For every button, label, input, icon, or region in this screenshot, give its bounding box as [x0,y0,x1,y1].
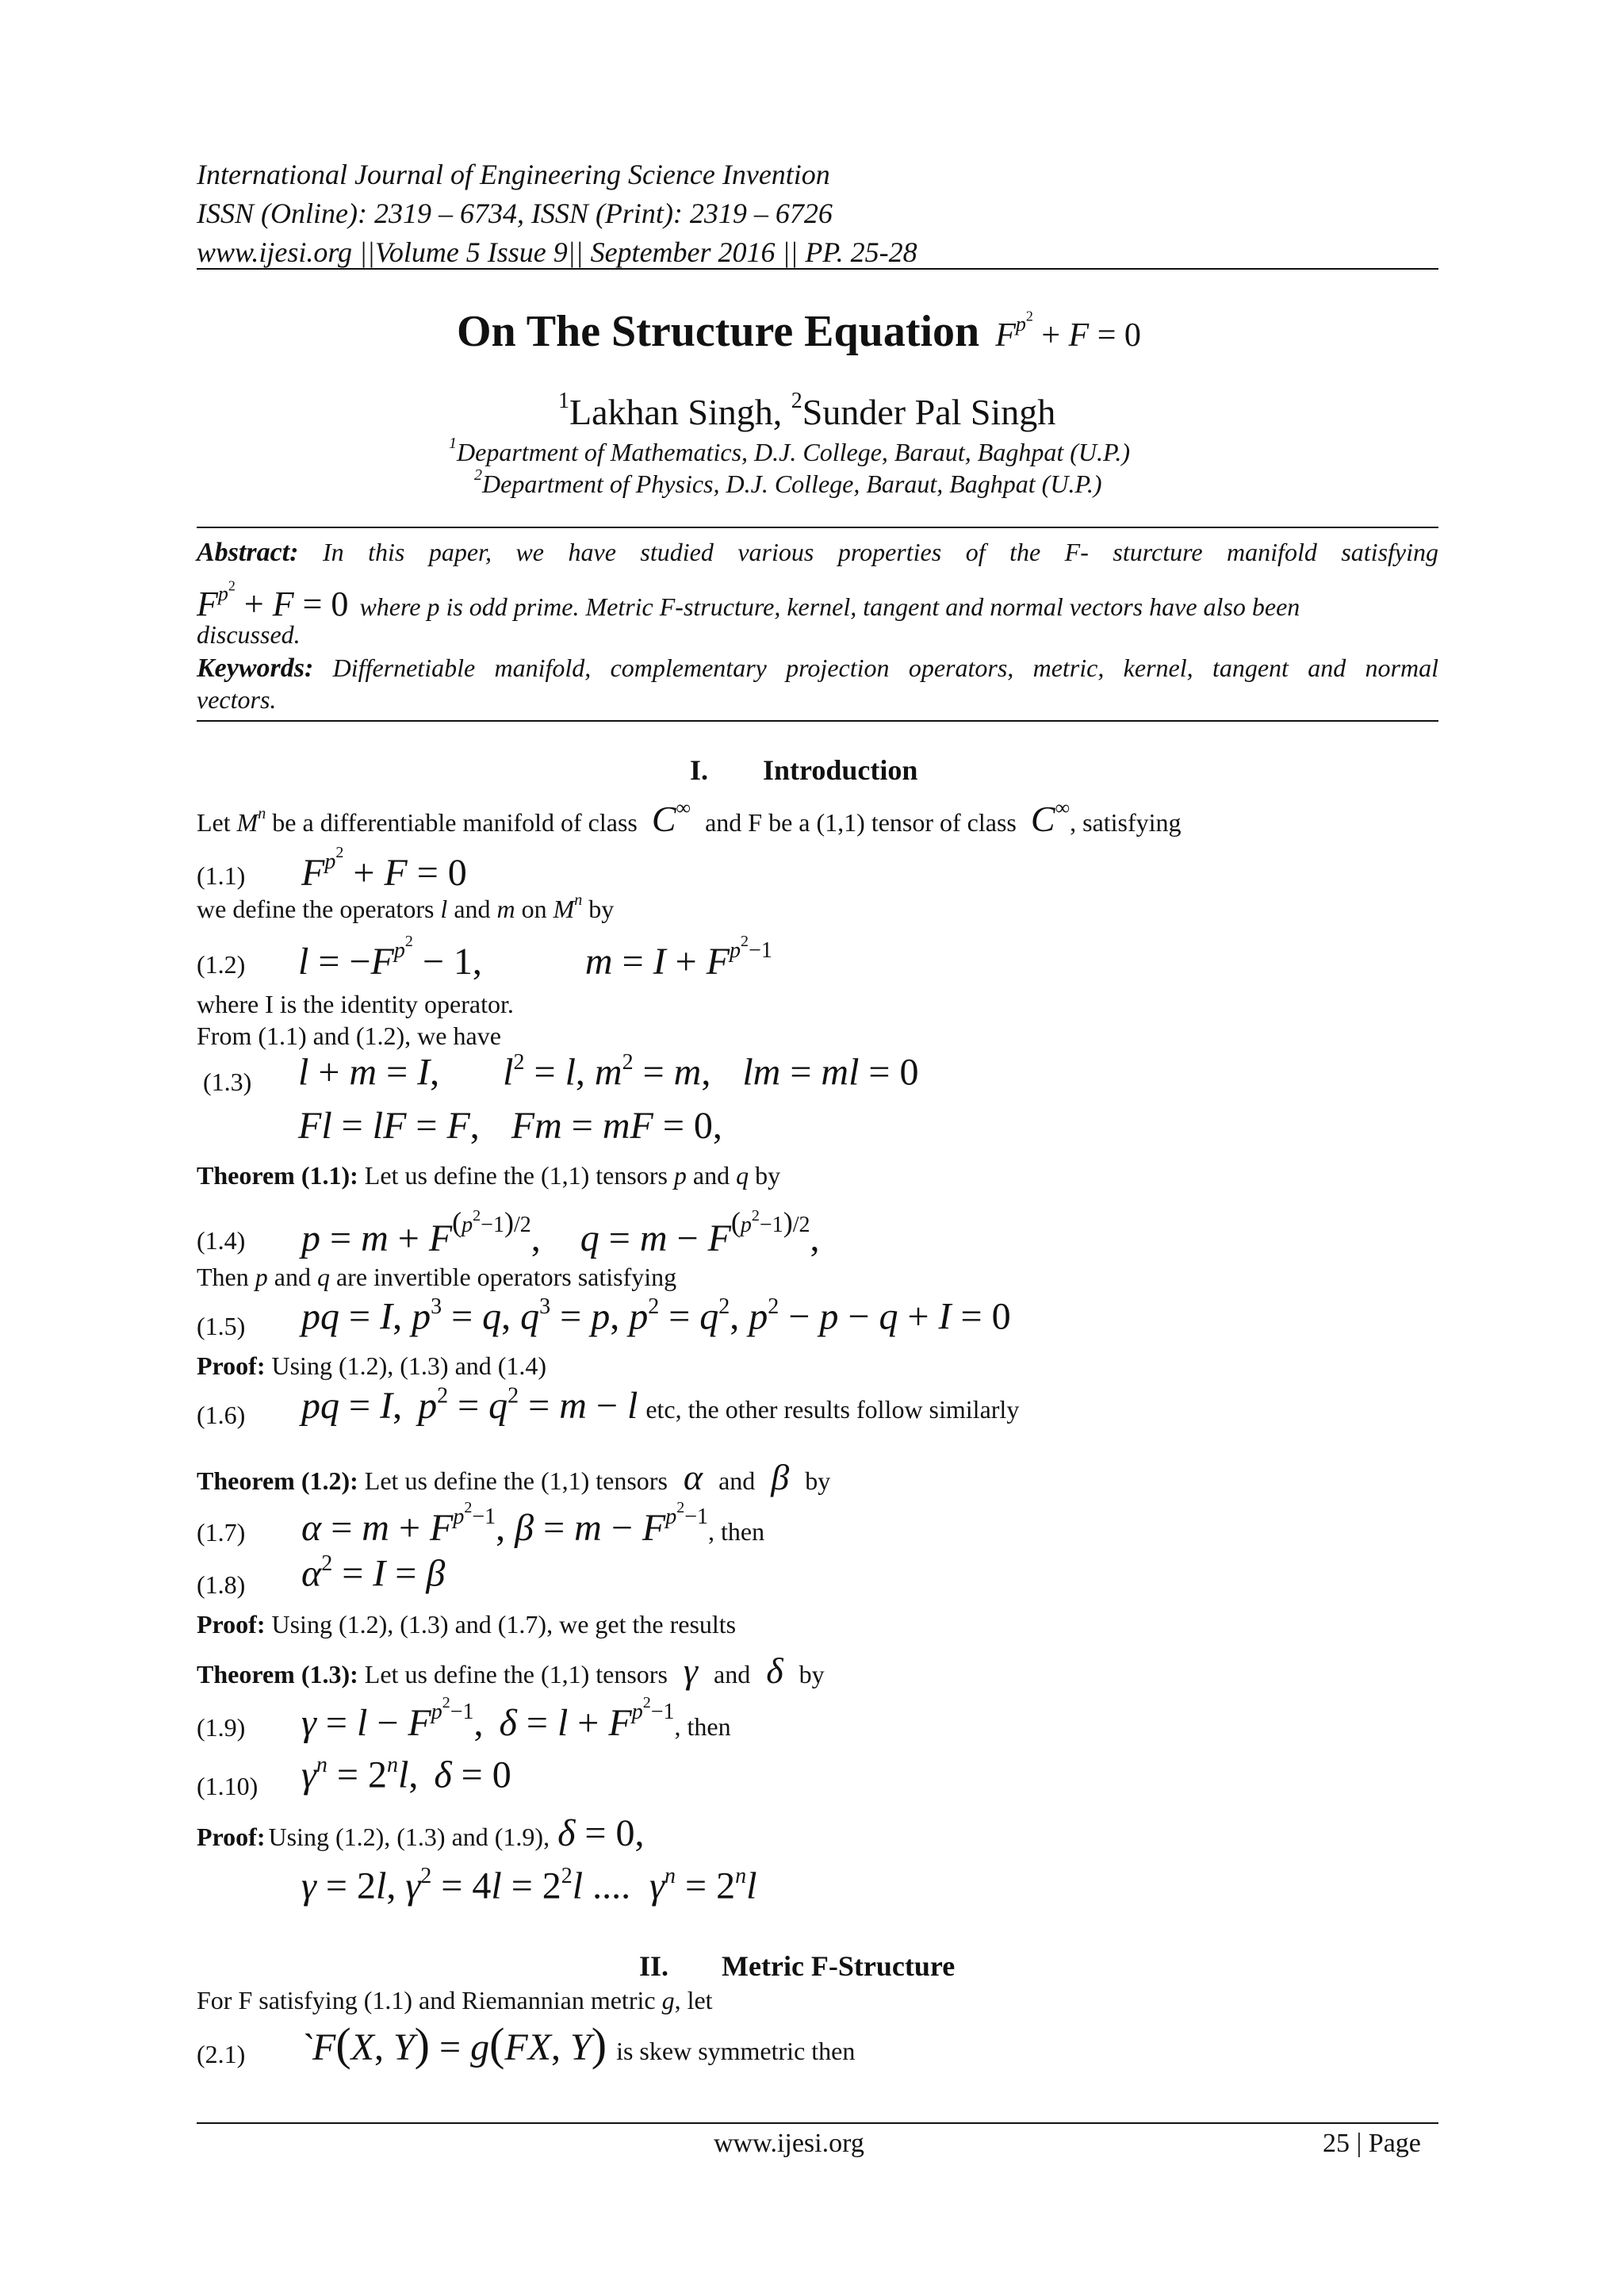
section-2-title: Metric F-Structure [722,1950,956,1982]
keywords-label: Keywords: [197,654,314,683]
aff1-text: Department of Mathematics, D.J. College, Baraut, Baghpat (U.P.) [457,438,1131,466]
theorem-1-1-label: Theorem (1.1): [197,1161,358,1190]
intro-text-d: , satisfying [1070,807,1182,837]
author1-name: Lakhan Singh, [569,392,783,432]
equation-1-8: $\alpha^2 = I = \beta$ [301,1551,446,1595]
operators-line: we define the operators l and m on $M^n$ by [197,891,615,923]
title-text: On The Structure Equation [457,307,980,356]
abstract-line-1 [197,536,1438,569]
proof-2-text: Using (1.2), (1.3) and (1.7), we get the results [271,1610,737,1639]
aff1-mark: 1 [449,435,457,452]
eq-label-1-2: (1.2) [197,950,246,979]
proof-1-text: Using (1.2), (1.3) and (1.4) [271,1351,547,1380]
affiliation-1 [449,435,1130,467]
theorem-1-3-label: Theorem (1.3): [197,1660,358,1688]
ops-text-c: on [521,895,547,923]
section-2-intro: For F satisfying (1.1) and Riemannian metric g, let [197,1986,713,2014]
equation-1-2: $l = -F^{p^2} - 1$, $m = I + F^{p^2-1}$ [298,933,772,983]
section-2-heading [639,1949,955,1983]
equation-1-4: $p = m + F^{(p^2-1)/2}$, $q = m - F^{(p^2-1)/2}$, [301,1206,820,1259]
footer-page-number: 25 | Page [1323,2129,1421,2158]
then-pq-b: and [274,1263,311,1291]
eq-label-1-6: (1.6) [197,1401,246,1429]
proof-2 [197,1610,736,1639]
keywords-line-2: vectors. [197,685,277,714]
thm11-text-a: Let us define the (1,1) tensors [364,1161,668,1190]
proof-2-label: Proof: [197,1610,266,1639]
eq-label-1-1: (1.1) [197,861,246,890]
thm11-text-c: by [755,1161,781,1190]
ops-text-d: by [588,895,615,923]
equation-1-3a: l + m = I, $l^2 = l$, $m^2 = m$, lm = ml = 0 [298,1050,919,1094]
equation-1-9: $\gamma = l - F^{p^2-1}$, $\delta = l + F^{p^2-1}$, then [301,1694,731,1744]
equation-1-7-then: , then [708,1517,765,1546]
author2-affil-mark: 2 [791,389,802,413]
abstract-top-rule [197,527,1438,528]
theorem-1-2-label: Theorem (1.2): [197,1466,358,1495]
section-2-number: II. [639,1950,669,1982]
aff2-text: Department of Physics, D.J. College, Baraut, Baghpat (U.P.) [482,470,1102,498]
thm12-text-b: and [718,1466,756,1495]
equation-1-1: $F^{p^2} + F = 0$ [301,844,467,894]
eq-label-1-4: (1.4) [197,1226,246,1255]
sec2-intro-b: , let [674,1986,713,2014]
theorem-1-1: Theorem (1.1): Let us define the (1,1) tensors p and q by [197,1161,781,1190]
section-1-title: Introduction [763,754,918,786]
eq-label-1-9: (1.9) [197,1713,246,1742]
thm13-text-a: Let us define the (1,1) tensors [364,1660,668,1688]
title-equation: $F^{p^2} + F = 0$ [995,307,1141,354]
eq-label-1-7: (1.7) [197,1518,246,1547]
equation-1-3b: Fl = lF = F, Fm = mF = 0, [298,1105,722,1147]
authors [558,389,1055,433]
equation-2-1: `F(X, Y) = g(FX, Y) is skew symmetric then [300,2018,856,2070]
keywords-line-1 [197,652,1438,684]
proof-3-label: Proof: [197,1823,266,1851]
thm13-text-c: by [799,1660,825,1688]
footer-site: www.ijesi.org [714,2129,864,2158]
abstract-line-2 [197,577,1438,624]
author2-name: Sunder Pal Singh [802,392,1056,432]
thm11-text-b: and [692,1161,730,1190]
abstract-label: Abstract: [197,538,299,567]
theorem-1-3: Theorem (1.3): Let us define the (1,1) tensors γ and δ by [197,1650,825,1691]
eq-label-1-3: (1.3) [203,1068,252,1096]
section-1-number: I. [690,754,709,786]
thm12-text-a: Let us define the (1,1) tensors [364,1466,668,1495]
intro-text-b: be a differentiable manifold of class [272,807,638,837]
abstract-line-3: discussed. [197,620,301,649]
abstract-text-1: In this paper, we have studied various properties of the F- sturcture manifold satisfying [322,538,1439,566]
equation-1-5: pq = I, $p^3 = q$, $q^3 = p$, $p^2 = q^2$, $p^2 - p - q + I = 0$ [301,1294,1011,1338]
intro-paragraph: Let $M^n$ be a differentiable manifold of class C∞ and F be a (1,1) tensor of class C∞, satisfying [197,796,1182,839]
proof-3: Proof: Using (1.2), (1.3) and (1.9), δ = 0, [197,1812,645,1854]
intro-text-a: Let [197,807,231,837]
eq-label-1-5: (1.5) [197,1312,246,1340]
eq-label-2-1: (2.1) [197,2040,246,2068]
equation-2-1-note: is skew symmetric then [616,2037,856,2065]
equation-1-6-note: etc, the other results follow similarly [645,1394,1020,1424]
proof-3-equation: γ = 2l, $\gamma^2 = 4l = 2^2l$ .... $\gamma^n = 2^nl$ [301,1864,757,1907]
intro-text-c: and F be a (1,1) tensor of class [705,807,1017,837]
author1-affil-mark: 1 [558,389,569,413]
aff2-mark: 2 [474,466,482,484]
eq-label-1-8: (1.8) [197,1570,246,1599]
paper-title [457,306,1141,357]
journal-name: International Journal of Engineering Science Invention [197,159,830,190]
proof-1 [197,1351,546,1381]
equation-1-6: pq = I, $p^2 = q^2 = m - l$ etc, the other results follow similarly [301,1383,1020,1427]
from-line: From (1.1) and (1.2), we have [197,1022,501,1050]
issn-line: ISSN (Online): 2319 – 6734, ISSN (Print): 2319 – 6726 [197,197,833,229]
thm13-text-b: and [714,1660,751,1688]
ops-text-b: and [454,895,491,923]
equation-1-9-then: , then [674,1712,731,1741]
equation-1-7: $\alpha = m + F^{p^2-1}$, $\beta = m - F^{p^2-1}$, then [301,1499,765,1549]
then-pq-line: Then p and q are invertible operators satisfying [197,1263,677,1291]
header-rule [197,268,1438,270]
proof-1-label: Proof: [197,1351,266,1380]
equation-1-10: $\gamma^n = 2^nl$, δ = 0 [301,1753,511,1796]
abstract-text-2: where p is odd prime. Metric F-structure, kernel, tangent and normal vectors have also been [359,592,1300,622]
volume-line: www.ijesi.org ||Volume 5 Issue 9|| September 2016 || PP. 25-28 [197,236,917,268]
sec2-intro-a: For F satisfying (1.1) and Riemannian metric [197,1986,656,2014]
ops-text-a: we define the operators [197,895,435,923]
section-1-heading [690,753,917,787]
then-pq-a: Then [197,1263,249,1291]
footer-rule [197,2122,1438,2124]
thm12-text-c: by [805,1466,831,1495]
proof-3-text: Using (1.2), (1.3) and (1.9), [268,1823,550,1851]
keywords-text-1: Differnetiable manifold, complementary projection operators, metric, kernel, tangent and normal [332,654,1439,682]
then-pq-c: are invertible operators satisfying [335,1263,677,1291]
eq-label-1-10: (1.10) [197,1772,259,1800]
abstract-bottom-rule [197,720,1438,722]
identity-line: where I is the identity operator. [197,990,514,1018]
abstract-equation: $F^{p^2} + F = 0$ [197,577,349,624]
affiliation-2 [474,466,1102,499]
theorem-1-2: Theorem (1.2): Let us define the (1,1) tensors α and β by [197,1457,831,1497]
